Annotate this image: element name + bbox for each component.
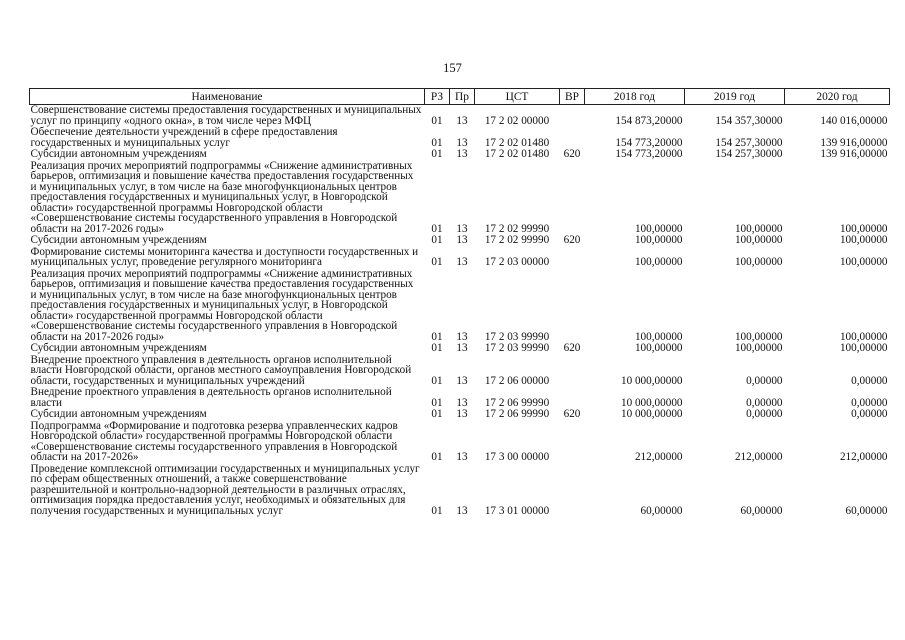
row-pr: 13 xyxy=(456,234,468,246)
row-2019: 154 357,30000 xyxy=(715,114,783,127)
row-pr: 13 xyxy=(456,504,468,517)
row-2020: 139 916,00000 xyxy=(820,136,888,149)
header-rz: РЗ xyxy=(425,89,450,105)
row-2019: 154 257,30000 xyxy=(715,136,783,149)
row-cst: 17 2 06 99990 xyxy=(484,408,550,420)
row-rz: 01 xyxy=(431,136,443,149)
row-cst: 17 2 03 99990 xyxy=(484,342,550,354)
row-2020: 212,00000 xyxy=(839,451,888,463)
row-2018: 154 773,20000 xyxy=(615,136,683,149)
table-row xyxy=(30,127,890,149)
table-row xyxy=(30,161,890,236)
row-2018: 100,00000 xyxy=(634,234,683,246)
row-name: Подпрограмма «Формирование и подготовка резерва управленческих кадров Новгородской области» государственной программы Новгородской области «Совершенствование системы государственного управления в Новгородской области на 2017-2026» xyxy=(30,419,398,463)
row-rz: 01 xyxy=(431,222,443,235)
row-2020: 139 916,00000 xyxy=(820,148,888,160)
row-cst: 17 2 06 00000 xyxy=(484,374,550,387)
row-vr: 620 xyxy=(563,342,581,354)
row-2019: 100,00000 xyxy=(734,342,783,354)
row-vr xyxy=(560,355,585,388)
row-2020: 100,00000 xyxy=(839,256,888,268)
row-cst: 17 2 03 99990 xyxy=(484,330,550,343)
row-name: Субсидии автономным учреждениям xyxy=(30,234,207,246)
header-2018: 2018 год xyxy=(585,89,685,105)
row-2018: 154 873,20000 xyxy=(615,114,683,127)
row-pr: 13 xyxy=(456,256,468,268)
row-rz: 01 xyxy=(431,114,443,127)
row-2019: 0,00000 xyxy=(746,374,783,387)
row-cst: 17 2 02 01480 xyxy=(484,136,550,149)
row-pr: 13 xyxy=(456,342,468,354)
row-vr xyxy=(560,247,585,269)
row-pr: 13 xyxy=(456,396,468,409)
row-rz: 01 xyxy=(431,374,443,387)
row-name: Совершенствование системы предоставления государственных и муниципальных услуг по принципу «одного окна», в том числе через МФЦ xyxy=(30,104,422,127)
row-vr xyxy=(560,161,585,236)
row-name: Субсидии автономным учреждениям xyxy=(30,342,207,354)
row-name: Субсидии автономным учреждениям xyxy=(30,148,207,160)
row-2019: 100,00000 xyxy=(734,222,783,235)
row-vr xyxy=(560,387,585,409)
row-cst: 17 2 06 99990 xyxy=(484,396,550,409)
row-name: Реализация прочих мероприятий подпрограммы «Снижение административных барьеров, оптимизация и повышение качества предоставления государственных и муниципальных услуг, в том числе на базе многофункциональных центров предоставления государственных и муниципальных услуг, в Новгородской области» государственной программы Новгородской области «Совершенствование системы государственного управления в Новгородской области на 2017-2026 годы» xyxy=(30,267,414,343)
table-row xyxy=(30,355,890,388)
header-cst: ЦСТ xyxy=(475,89,560,105)
header-2020: 2020 год xyxy=(785,89,890,105)
row-vr xyxy=(560,127,585,149)
row-cst: 17 2 02 99990 xyxy=(484,222,550,235)
row-rz: 01 xyxy=(431,451,443,463)
row-rz: 01 xyxy=(431,234,443,246)
row-rz: 01 xyxy=(431,396,443,409)
row-2019: 154 257,30000 xyxy=(715,148,783,160)
row-2018: 100,00000 xyxy=(634,342,683,354)
page-number: 157 xyxy=(443,61,462,75)
table-row xyxy=(30,269,890,344)
row-2020: 0,00000 xyxy=(851,374,888,387)
row-name: Реализация прочих мероприятий подпрограммы «Снижение административных барьеров, оптимизация и повышение качества предоставления государственных и муниципальных услуг, в том числе на базе многофункциональных центров предоставления государственных и муниципальных услуг, в Новгородской области» государственной программы Новгородской области «Совершенствование системы государственного управления в Новгородской области на 2017-2026 годы» xyxy=(30,159,414,235)
row-rz: 01 xyxy=(431,504,443,517)
row-name: Формирование системы мониторинга качества и доступности государственных и муниципальных услуг, проведение регулярного мониторинга xyxy=(30,245,419,268)
row-vr xyxy=(560,421,585,464)
header-name: Наименование xyxy=(30,89,425,105)
table-row xyxy=(30,105,890,128)
table-row xyxy=(30,149,890,161)
row-2020: 0,00000 xyxy=(851,408,888,420)
row-rz: 01 xyxy=(431,408,443,420)
row-vr: 620 xyxy=(563,408,581,420)
row-2019: 100,00000 xyxy=(734,256,783,268)
row-cst: 17 3 01 00000 xyxy=(484,504,550,517)
row-2020: 100,00000 xyxy=(839,222,888,235)
row-rz: 01 xyxy=(431,330,443,343)
row-2020: 100,00000 xyxy=(839,342,888,354)
header-pr: Пр xyxy=(450,89,475,105)
row-name: Субсидии автономным учреждениям xyxy=(30,408,207,420)
row-pr: 13 xyxy=(456,114,468,127)
row-2020: 100,00000 xyxy=(839,330,888,343)
row-rz: 01 xyxy=(431,256,443,268)
row-2018: 10 000,00000 xyxy=(620,374,683,387)
row-2019: 100,00000 xyxy=(734,234,783,246)
row-cst: 17 2 02 99990 xyxy=(484,234,550,246)
row-vr: 620 xyxy=(563,234,581,246)
table-row xyxy=(30,387,890,409)
row-2018: 10 000,00000 xyxy=(620,396,683,409)
table-row xyxy=(30,247,890,269)
row-2018: 60,00000 xyxy=(640,504,683,517)
row-2019: 100,00000 xyxy=(734,330,783,343)
row-name: Внедрение проектного управления в деятельность органов исполнительной власти xyxy=(30,386,392,409)
header-2019: 2019 год xyxy=(685,89,785,105)
row-2020: 140 016,00000 xyxy=(820,114,888,127)
row-rz: 01 xyxy=(431,342,443,354)
table-row xyxy=(30,343,890,355)
row-pr: 13 xyxy=(456,330,468,343)
row-pr: 13 xyxy=(456,451,468,463)
row-2018: 10 000,00000 xyxy=(620,408,683,420)
table-row xyxy=(30,464,890,518)
row-cst: 17 2 03 00000 xyxy=(484,256,550,268)
row-2019: 212,00000 xyxy=(734,451,783,463)
row-vr xyxy=(560,105,585,128)
row-2019: 0,00000 xyxy=(746,396,783,409)
row-2020: 100,00000 xyxy=(839,234,888,246)
row-pr: 13 xyxy=(456,408,468,420)
row-name: Проведение комплексной оптимизации государственных и муниципальных услуг по сферам общественных отношений, а также совершенствование разрешительной и контрольно-надзорной деятельности в различных отраслях, оптимизация порядка предоставления услуг, необходимых и обязательных для получения государственных и муниципальных услуг xyxy=(30,462,420,517)
row-2018: 100,00000 xyxy=(634,222,683,235)
row-2018: 212,00000 xyxy=(634,451,683,463)
row-pr: 13 xyxy=(456,222,468,235)
row-2019: 60,00000 xyxy=(740,504,783,517)
row-2020: 0,00000 xyxy=(851,396,888,409)
row-rz: 01 xyxy=(431,148,443,160)
table-row xyxy=(30,235,890,247)
row-vr xyxy=(560,269,585,344)
row-2018: 154 773,20000 xyxy=(615,148,683,160)
row-cst: 17 3 00 00000 xyxy=(484,451,550,463)
row-pr: 13 xyxy=(456,374,468,387)
table-row xyxy=(30,409,890,421)
header-vr: ВР xyxy=(560,89,585,105)
row-2018: 100,00000 xyxy=(634,256,683,268)
row-name: Обеспечение деятельности учреждений в сфере предоставления государственных и муниципальных услуг xyxy=(30,126,338,149)
table-header-row xyxy=(30,89,890,105)
row-2020: 60,00000 xyxy=(845,504,888,517)
row-vr: 620 xyxy=(563,148,581,160)
row-cst: 17 2 02 01480 xyxy=(484,148,550,160)
row-cst: 17 2 02 00000 xyxy=(484,114,550,127)
row-2018: 100,00000 xyxy=(634,330,683,343)
table-row xyxy=(30,421,890,464)
row-2019: 0,00000 xyxy=(746,408,783,420)
row-name: Внедрение проектного управления в деятельность органов исполнительной власти Новгородской области, органов местного самоуправления Новгородской области, государственных и муниципальных учреждений xyxy=(30,353,412,387)
row-vr xyxy=(560,464,585,518)
row-pr: 13 xyxy=(456,148,468,160)
budget-table xyxy=(29,88,890,517)
row-pr: 13 xyxy=(456,136,468,149)
